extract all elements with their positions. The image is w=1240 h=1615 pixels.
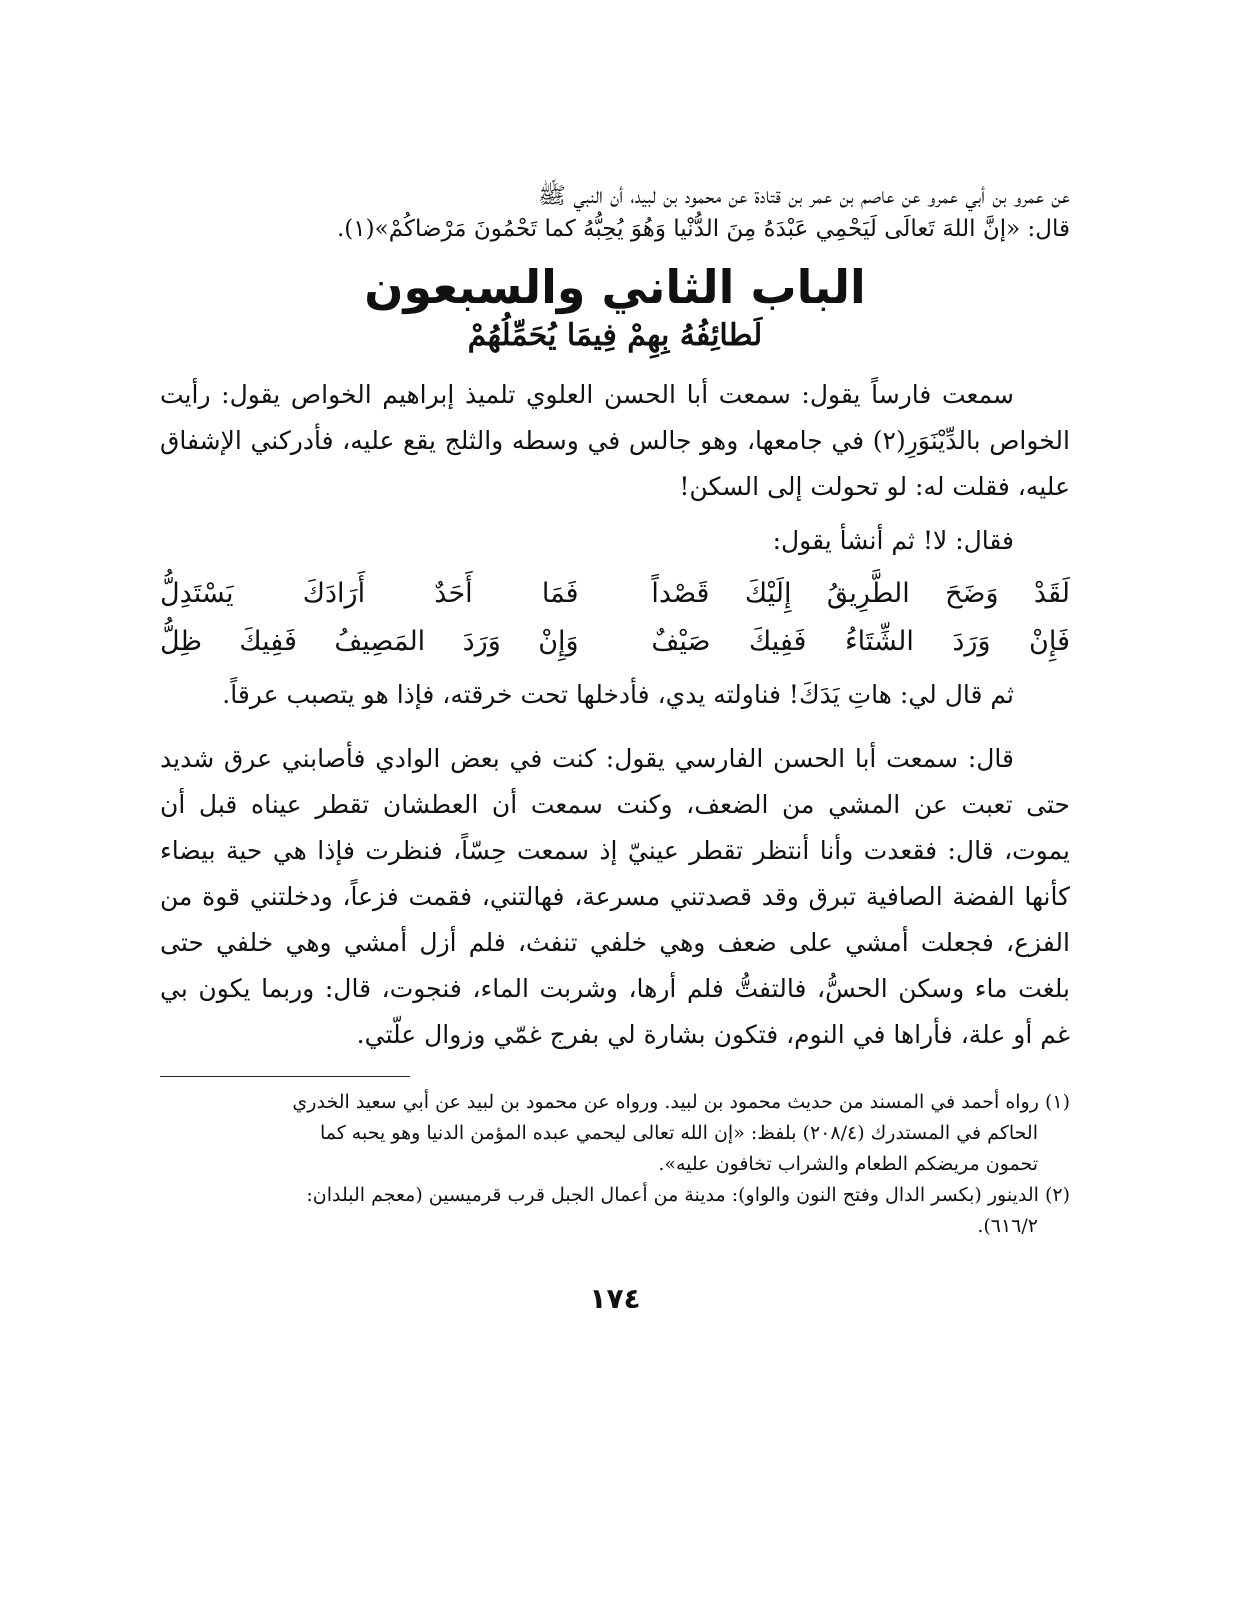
intro-line-1: عن عمرو بن أبي عمرو عن عاصم بن عمر بن قتادة عن محمود بن لبيد، أن النبي ﷺ bbox=[538, 183, 1070, 209]
poem-verse-2-first-half: فَإِنْ وَرَدَ الشِّتَاءُ فَفِيكَ صَيْفٌ bbox=[651, 626, 1070, 657]
footnote-divider bbox=[160, 1076, 410, 1077]
chapter-title: الباب الثاني والسبعون bbox=[364, 260, 866, 314]
paragraph-3: ثم قال لي: هاتِ يَدَكَ! فناولته يدي، فأدخلها تحت خرقته، فإذا هو يتصبب عرقاً. bbox=[222, 680, 1014, 709]
poem-verse-1-second-half: فَمَا أَحَدٌ أَرَادَكَ يَسْتَدِلُّ bbox=[160, 578, 579, 609]
paragraph-4: قال: سمعت أبا الحسن الفارسي يقول: كنت في بعض الوادي فأصابني عرق شديد حتى تعبت عن المشي من الضعف، وكنت سمعت أن العطشان تقطر عيناه قبل أن يموت، قال: فقعدت وأنا أنتظر تقطر عينيّ إذ سمعت حِسّاً، فنظرت فإذا هي حية بيضاء كأنها الفضة الصافية تبرق وقد قصدتني مسرعة، فهالتني، فقمت فزعاً، ودخلتني قوة من الفزع، فجعلت أمشي على ضعف وهي خلفي تنفث، فلم أزل أمشي وهي خلفي حتى بلغت ماء وسكن الحسُّ، فالتفتُّ فلم أرها، وشربت الماء، فنجوت، قال: وربما يكون بي غم أو علة، فأراها في النوم، فتكون بشارة لي بفرج غمّي وزوال علّتي. bbox=[160, 744, 1071, 1049]
footnote-1-line-3: تحمون مريضكم الطعام والشراب تخافون عليه». bbox=[658, 1153, 1038, 1175]
footnotes bbox=[160, 1087, 1070, 1242]
poem-verse-1-first-half: لَقَدْ وَضَحَ الطَّرِيقُ إِلَيْكَ قَصْداً bbox=[651, 578, 1070, 609]
footnote-1-line-1: (١) رواه أحمد في المسند من حديث محمود بن لبيد. ورواه عن محمود بن لبيد عن أبي سعيد الخدري bbox=[292, 1091, 1070, 1113]
chapter-subtitle: لَطائِفُهُ بِهِمْ فِيمَا يُحَمِّلُهُمْ bbox=[467, 318, 763, 353]
intro-line-2: قال: «إنَّ اللهَ تَعالَى لَيَحْمِي عَبْدَهُ مِنَ الدُّنْيا وَهُوَ يُحِبُّهُ كما تَحْمُونَ مَرْضاكُمْ»(١). bbox=[337, 216, 1070, 242]
paragraph-2: فقال: لا! ثم أنشأ يقول: bbox=[772, 526, 1014, 555]
poem-verse-2-second-half: وَإِنْ وَرَدَ المَصِيفُ فَفِيكَ ظِلُّ bbox=[160, 626, 579, 657]
paragraph-1: سمعت فارساً يقول: سمعت أبا الحسن العلوي تلميذ إبراهيم الخواص يقول: رأيت الخواص بالدِّيْنَوَرِ(٢) في جامعها، وهو جالس في وسطه والثلج يقع عليه، فأدركني الإشفاق عليه، فقلت له: لو تحولت إلى السكن! bbox=[160, 380, 1070, 501]
page-number: ١٧٤ bbox=[589, 1282, 641, 1315]
footnote-2-line-1: (٢) الدينور (بكسر الدال وفتح النون والواو): مدينة من أعمال الجبل قرب قرميسين (معجم البلدان: bbox=[306, 1184, 1070, 1206]
paragraph-gap bbox=[160, 718, 1070, 736]
poem-verse-1 bbox=[160, 570, 1070, 618]
footnote-2-line-2: ٦١٦/٢). bbox=[977, 1215, 1038, 1237]
book-page bbox=[160, 180, 1070, 1580]
poem-verse-2 bbox=[160, 618, 1070, 666]
poem bbox=[160, 570, 1070, 666]
footnote-1-line-2: الحاكم في المستدرك (٢٠٨/٤) بلفظ: «إن الله تعالى ليحمي عبده المؤمن الدنيا وهو يحبه كما bbox=[319, 1122, 1038, 1144]
